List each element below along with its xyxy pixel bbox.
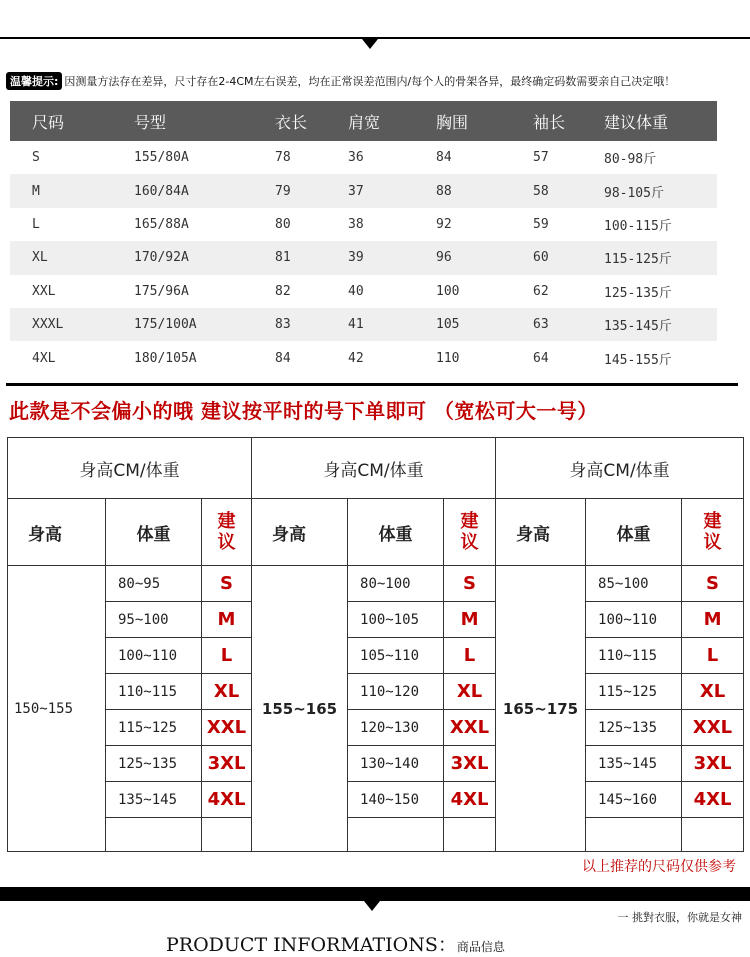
cell-chest: 105: [411, 308, 501, 341]
suggested-size: XL: [682, 674, 744, 710]
cell-size: S: [10, 141, 108, 174]
weight-range: 80~100: [348, 566, 444, 602]
col-height: 身高: [8, 499, 106, 566]
tip-line: [6, 72, 675, 90]
cell-model: 170/92A: [108, 241, 245, 274]
cell-length: 84: [245, 341, 317, 374]
tip-text: 因测量方法存在差异，尺寸存在2-4CM左右误差，均在正常误差范围内/每个人的骨架各异，最终确定码数需要亲自己决定哦！: [64, 75, 676, 88]
header-length: 衣长: [245, 101, 317, 141]
weight-range: 125~135: [106, 746, 202, 782]
tip-badge: 温馨提示:: [6, 72, 62, 90]
suggested-size: S: [682, 566, 744, 602]
cell-sleeve: 57: [501, 141, 579, 174]
bottom-band: [0, 887, 750, 901]
cell-sleeve: 63: [501, 308, 579, 341]
header-size: 尺码: [10, 101, 108, 141]
weight-range: 135~145: [586, 746, 682, 782]
header-sleeve: 袖长: [501, 101, 579, 141]
group-title: 身高CM/体重: [496, 438, 744, 499]
weight-range: 110~120: [348, 674, 444, 710]
suggested-size: L: [682, 638, 744, 674]
col-weight: 体重: [348, 499, 444, 566]
cell-chest: 100: [411, 275, 501, 308]
cell-length: 80: [245, 208, 317, 241]
empty-cell: [444, 818, 496, 852]
weight-range: 120~130: [348, 710, 444, 746]
cell-sleeve: 59: [501, 208, 579, 241]
cell-model: 155/80A: [108, 141, 245, 174]
cell-length: 81: [245, 241, 317, 274]
suggested-size: M: [682, 602, 744, 638]
suggested-size: M: [202, 602, 252, 638]
cell-size: L: [10, 208, 108, 241]
suggested-size: XL: [444, 674, 496, 710]
empty-cell: [586, 818, 682, 852]
size-table-header: [10, 101, 717, 141]
suggested-size: XXL: [444, 710, 496, 746]
cell-chest: 88: [411, 174, 501, 207]
recommendation-table: [7, 437, 744, 852]
weight-range: 80~95: [106, 566, 202, 602]
cell-size: XXL: [10, 275, 108, 308]
cell-model: 160/84A: [108, 174, 245, 207]
cell-chest: 96: [411, 241, 501, 274]
weight-range: 105~110: [348, 638, 444, 674]
col-height: 身高: [496, 499, 586, 566]
cell-size: M: [10, 174, 108, 207]
table-row: [10, 174, 717, 207]
empty-cell: [348, 818, 444, 852]
col-suggest: [682, 499, 744, 566]
empty-cell: [106, 818, 202, 852]
cell-shoulder: 42: [317, 341, 411, 374]
weight-range: 110~115: [586, 638, 682, 674]
height-range: 155~165: [252, 566, 348, 852]
weight-range: 130~140: [348, 746, 444, 782]
suggested-size: XXL: [202, 710, 252, 746]
cell-weight: 145-155斤: [579, 341, 717, 374]
cell-shoulder: 39: [317, 241, 411, 274]
col-suggest-label: 建议: [217, 511, 236, 553]
cell-weight: 80-98斤: [579, 141, 717, 174]
empty-cell: [682, 818, 744, 852]
weight-range: 115~125: [106, 710, 202, 746]
group-title: 身高CM/体重: [8, 438, 252, 499]
cell-chest: 92: [411, 208, 501, 241]
cell-sleeve: 62: [501, 275, 579, 308]
weight-range: 140~150: [348, 782, 444, 818]
cell-sleeve: 64: [501, 341, 579, 374]
weight-range: 85~100: [586, 566, 682, 602]
suggested-size: S: [444, 566, 496, 602]
cell-weight: 100-115斤: [579, 208, 717, 241]
group-title: 身高CM/体重: [252, 438, 496, 499]
suggested-size: L: [444, 638, 496, 674]
cell-chest: 84: [411, 141, 501, 174]
table-row: [10, 241, 717, 274]
product-info-subtitle: 商品信息: [456, 940, 505, 954]
suggested-size: 4XL: [202, 782, 252, 818]
table-row: [10, 341, 717, 374]
product-info-heading: [166, 930, 505, 957]
header-shoulder: 肩宽: [317, 101, 411, 141]
table-row: [10, 208, 717, 241]
suggested-size: 3XL: [682, 746, 744, 782]
weight-range: 125~135: [586, 710, 682, 746]
cell-weight: 115-125斤: [579, 241, 717, 274]
height-range: 150~155: [8, 566, 106, 852]
weight-range: 100~110: [586, 602, 682, 638]
cell-shoulder: 36: [317, 141, 411, 174]
cell-sleeve: 60: [501, 241, 579, 274]
suggested-size: S: [202, 566, 252, 602]
weight-range: 135~145: [106, 782, 202, 818]
slogan: 一 挑對衣服，你就是女神: [617, 911, 742, 924]
weight-range: 100~105: [348, 602, 444, 638]
empty-cell: [202, 818, 252, 852]
col-suggest-label: 建议: [460, 511, 479, 553]
cell-weight: 125-135斤: [579, 275, 717, 308]
cell-shoulder: 37: [317, 174, 411, 207]
down-arrow-icon: [364, 901, 380, 911]
suggested-size: 3XL: [444, 746, 496, 782]
section-divider: [6, 383, 738, 386]
cell-shoulder: 38: [317, 208, 411, 241]
suggested-size: 4XL: [682, 782, 744, 818]
col-weight: 体重: [106, 499, 202, 566]
product-info-title: PRODUCT INFORMATIONS：: [166, 934, 457, 956]
cell-length: 83: [245, 308, 317, 341]
suggested-size: XL: [202, 674, 252, 710]
weight-range: 95~100: [106, 602, 202, 638]
col-suggest: [444, 499, 496, 566]
suggested-size: L: [202, 638, 252, 674]
cell-length: 78: [245, 141, 317, 174]
reference-note: 以上推荐的尺码仅供参考: [582, 859, 736, 875]
cell-length: 79: [245, 174, 317, 207]
cell-size: XL: [10, 241, 108, 274]
header-chest: 胸围: [411, 101, 501, 141]
cell-model: 165/88A: [108, 208, 245, 241]
header-model: 号型: [108, 101, 245, 141]
suggested-size: 3XL: [202, 746, 252, 782]
col-weight: 体重: [586, 499, 682, 566]
suggested-size: M: [444, 602, 496, 638]
weight-range: 100~110: [106, 638, 202, 674]
weight-range: 145~160: [586, 782, 682, 818]
cell-size: XXXL: [10, 308, 108, 341]
cell-model: 175/100A: [108, 308, 245, 341]
down-arrow-icon: [362, 39, 378, 49]
weight-range: 115~125: [586, 674, 682, 710]
col-suggest-label: 建议: [703, 511, 722, 553]
table-row: [10, 275, 717, 308]
suggested-size: XXL: [682, 710, 744, 746]
weight-range: 110~115: [106, 674, 202, 710]
header-weight: 建议体重: [579, 101, 717, 141]
col-height: 身高: [252, 499, 348, 566]
cell-weight: 98-105斤: [579, 174, 717, 207]
cell-size: 4XL: [10, 341, 108, 374]
cell-model: 175/96A: [108, 275, 245, 308]
fit-notice: 此款是不会偏小的哦 建议按平时的号下单即可 （宽松可大一号）: [9, 399, 598, 423]
cell-shoulder: 40: [317, 275, 411, 308]
cell-shoulder: 41: [317, 308, 411, 341]
cell-weight: 135-145斤: [579, 308, 717, 341]
suggested-size: 4XL: [444, 782, 496, 818]
table-row: [10, 141, 717, 174]
cell-length: 82: [245, 275, 317, 308]
cell-model: 180/105A: [108, 341, 245, 374]
col-suggest: [202, 499, 252, 566]
cell-sleeve: 58: [501, 174, 579, 207]
size-table: [10, 101, 717, 375]
height-range: 165~175: [496, 566, 586, 852]
cell-chest: 110: [411, 341, 501, 374]
table-row: [10, 308, 717, 341]
